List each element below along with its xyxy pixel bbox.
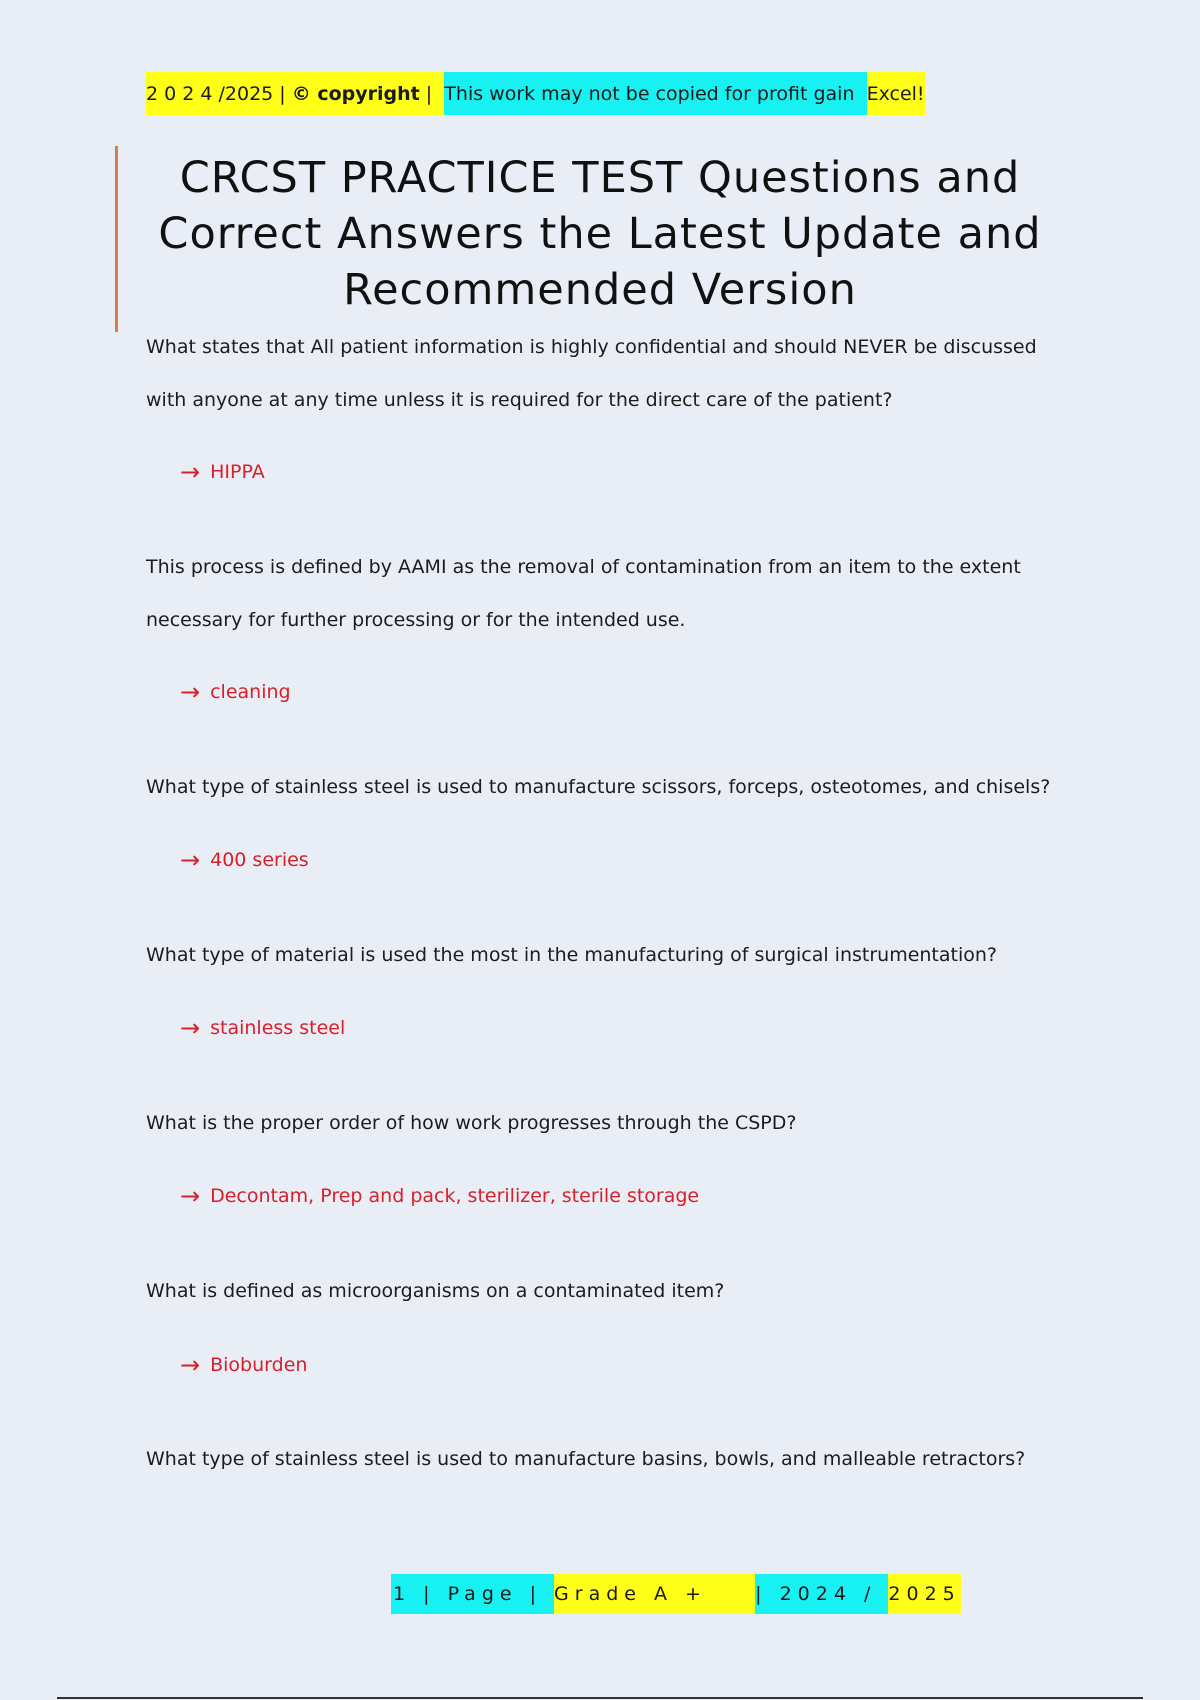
answer-6 — [180, 1351, 307, 1379]
question-text: What type of stainless steel is used to manufacture basins, bowls, and malleable retractors? — [146, 1448, 1026, 1470]
answer-text: Decontam, Prep and pack, sterilizer, sterile storage — [210, 1185, 700, 1207]
answer-4 — [180, 1014, 345, 1042]
footer-banner — [391, 1574, 961, 1614]
answer-2 — [180, 678, 291, 706]
question-2 — [146, 541, 1066, 647]
arrow-icon: → — [180, 846, 201, 874]
answer-5 — [180, 1182, 699, 1210]
question-text: What type of stainless steel is used to manufacture scissors, forceps, osteotomes, and chisels? — [146, 776, 1051, 798]
header-excel: Excel! — [867, 72, 925, 115]
question-text: What is defined as microorganisms on a contaminated item? — [146, 1280, 725, 1302]
arrow-icon: → — [180, 458, 201, 486]
footer-grade: Grade A + — [554, 1574, 755, 1614]
header-notice: This work may not be copied for profit gain — [444, 72, 866, 115]
question-6 — [146, 1265, 1066, 1318]
question-1 — [146, 321, 1066, 427]
header-copyright: © copyright — [292, 72, 420, 115]
header-year: 2 0 2 4 /2025 | — [146, 72, 292, 115]
arrow-icon: → — [180, 1182, 201, 1210]
answer-text: 400 series — [210, 849, 309, 871]
arrow-icon: → — [180, 1351, 201, 1379]
question-7 — [146, 1433, 1066, 1486]
answer-text: HIPPA — [210, 461, 265, 483]
title-accent-rule — [115, 146, 118, 332]
document-title: CRCST PRACTICE TEST Questions and Correct Answers the Latest Update and Recommended Version — [158, 153, 1042, 315]
question-4 — [146, 929, 1066, 982]
page-bottom-rule — [57, 1697, 1143, 1699]
question-text: This process is defined by AAMI as the removal of contamination from an item to the extent necessary for further processing or for the intended use. — [146, 556, 1021, 631]
footer-page: 1 | Page | — [391, 1574, 554, 1614]
question-5 — [146, 1097, 1066, 1150]
answer-1 — [180, 458, 265, 486]
question-text: What type of material is used the most in the manufacturing of surgical instrumentation? — [146, 944, 998, 966]
question-3 — [146, 761, 1066, 814]
answer-text: Bioburden — [210, 1354, 308, 1376]
footer-year-end: 2025 — [888, 1574, 960, 1614]
answer-text: stainless steel — [210, 1017, 346, 1039]
question-text: What states that All patient information is highly confidential and should NEVER be discussed with anyone at any time unless it is required for the direct care of the patient? — [146, 336, 1037, 411]
footer-year-start: | 2024 / — [755, 1574, 888, 1614]
arrow-icon: → — [180, 1014, 201, 1042]
question-text: What is the proper order of how work progresses through the CSPD? — [146, 1112, 797, 1134]
header-banner — [146, 72, 925, 115]
arrow-icon: → — [180, 678, 201, 706]
header-separator: | — [420, 72, 445, 115]
answer-3 — [180, 846, 309, 874]
answer-text: cleaning — [210, 681, 291, 703]
